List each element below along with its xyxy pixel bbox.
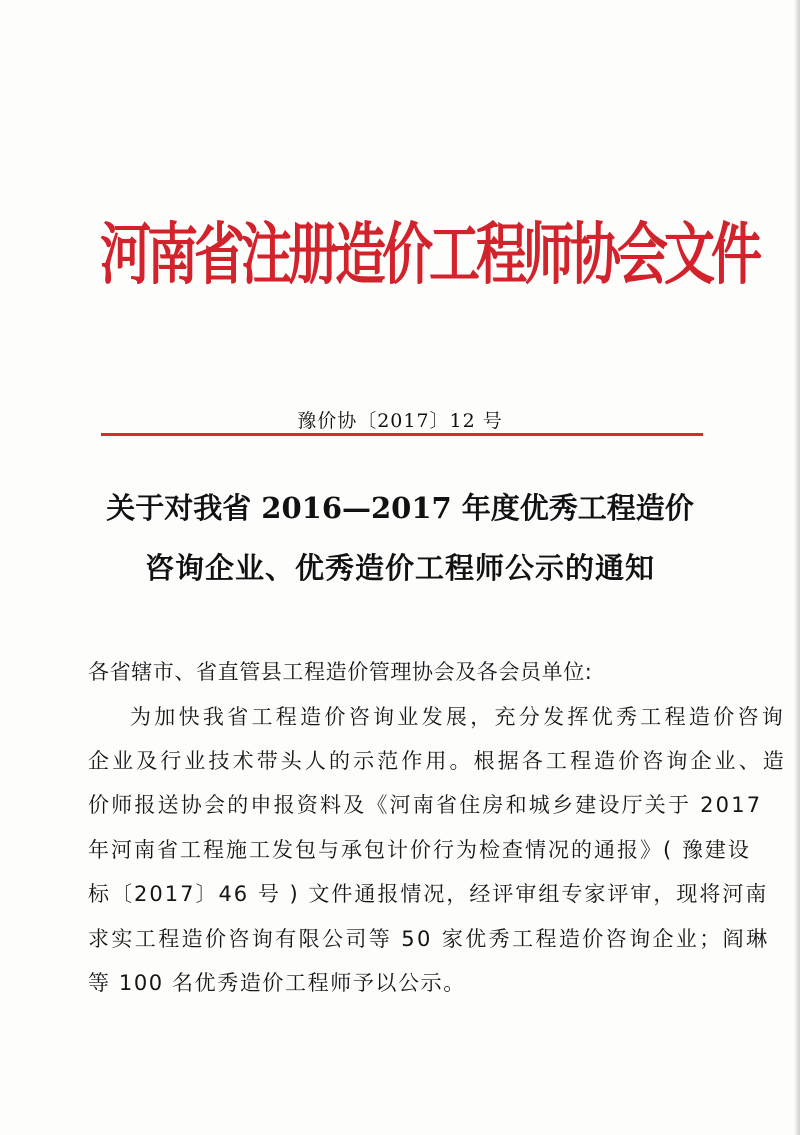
body-paragraph-line-1: 为加快我省工程造价咨询业发展，充分发挥优秀工程造价咨询 [130,705,787,729]
body-paragraph-line-5: 标〔2017〕46 号 ) 文件通报情况，经评审组专家评审，现将河南 [88,882,769,906]
red-divider-line [101,433,703,436]
body-paragraph-line-3: 价师报送协会的申报资料及《河南省住房和城乡建设厅关于 2017 [88,793,763,817]
body-paragraph-line-4: 年河南省工程施工发包与承包计价行为检查情况的通报》( 豫建设 [88,838,751,862]
body-paragraph-line-6: 求实工程造价咨询有限公司等 50 家优秀工程造价咨询企业；阎琳 [88,927,770,951]
body-paragraph-line-7: 等 100 名优秀造价工程师予以公示。 [88,971,466,995]
body-paragraph-line-2: 企业及行业技术带头人的示范作用。根据各工程造价咨询企业、造 [88,749,787,773]
issuer-header-title: 河南省注册造价工程师协会文件 [100,216,759,295]
notice-title-line-1: 关于对我省 2016—2017 年度优秀工程造价 [106,491,694,525]
salutation: 各省辖市、省直管县工程造价管理协会及各会员单位: [88,660,593,684]
scan-edge-shadow [794,0,800,1135]
notice-title-line-2: 咨询企业、优秀造价工程师公示的通知 [144,551,655,585]
document-number: 豫价协〔2017〕12 号 [297,410,503,432]
